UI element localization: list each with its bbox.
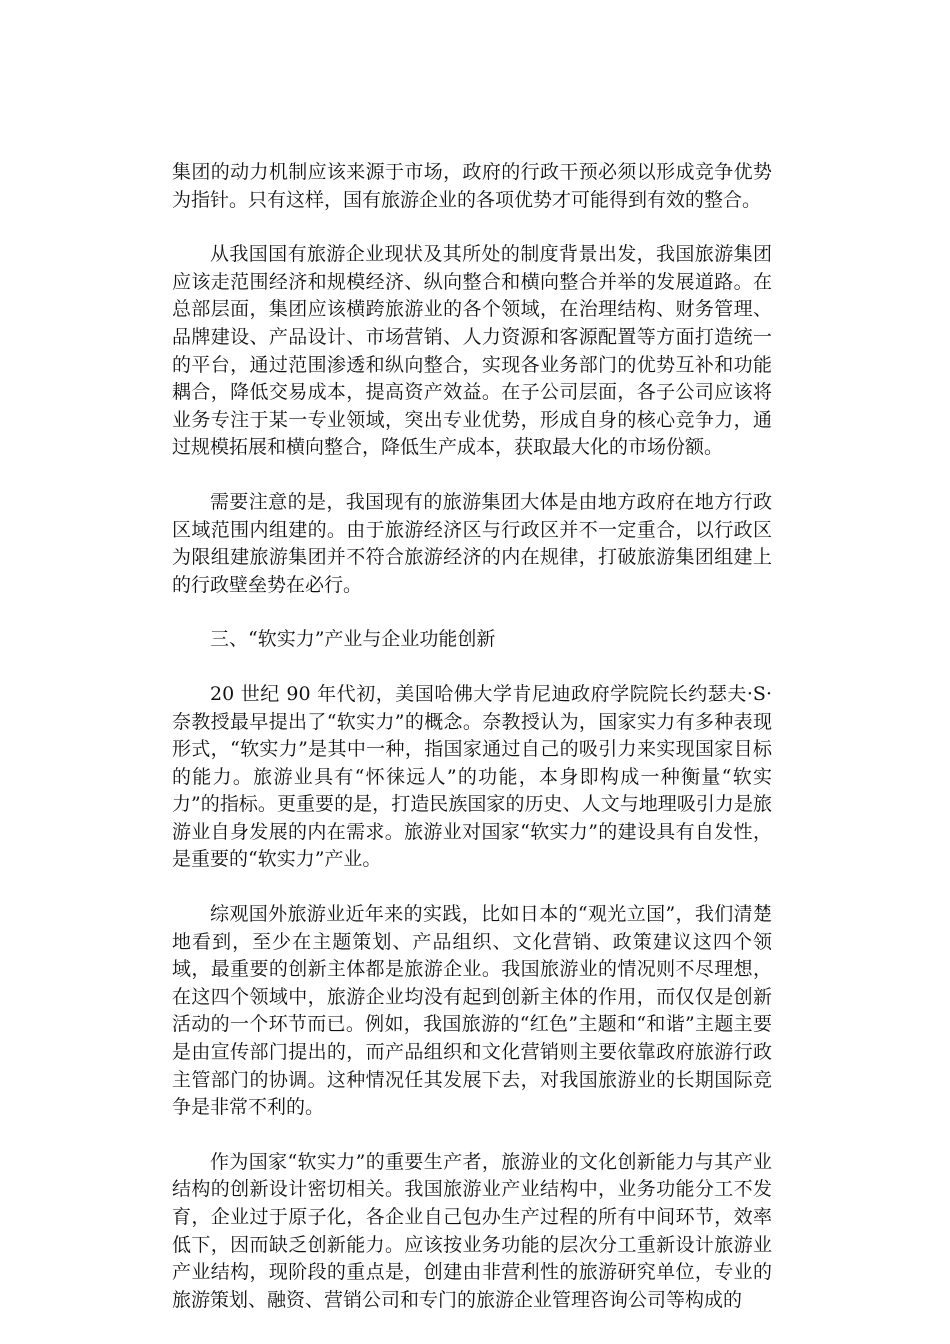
document-body xyxy=(172,159,772,1341)
paragraph-administrative-barriers: 需要注意的是，我国现有的旅游集团大体是由地方政府在地方行政区域范围内组建的。由于旅游经济区与行政区并不一定重合，以行政区为限组建旅游集团并不符合旅游经济的内在规律，打破旅游集团组建上的行政壁垒势在必行。 xyxy=(172,490,772,596)
section-heading: 三、“软实力”产业与企业功能创新 xyxy=(210,628,496,651)
paragraph-foreign-practice: 综观国外旅游业近年来的实践，比如日本的“观光立国”，我们清楚地看到，至少在主题策划、产品组织、文化营销、政策建议这四个领域，最重要的创新主体都是旅游企业。我国旅游业的情况则不尽理想，在这四个领域中，旅游企业均没有起到创新主体的作用，而仅仅是创新活动的一个环节而已。例如，我国旅游的“红色”主题和“和谐”主题主要是由宣传部门提出的，而产品组织和文化营销则主要依靠政府旅游行政主管部门的协调。这种情况任其发展下去，对我国旅游业的长期国际竞争是非常不利的。 xyxy=(172,903,772,1119)
paragraph-industry-structure: 作为国家“软实力”的重要生产者，旅游业的文化创新能力与其产业结构的创新设计密切相关。我国旅游业产业结构中，业务功能分工不发育，企业过于原子化，各企业自己包办生产过程的所有中间环节，效率低下，因而缺乏创新能力。应该按业务功能的层次分工重新设计旅游业产业结构，现阶段的重点是，创建由非营利性的旅游研究单位，专业的旅游策划、融资、营销公司和专门的旅游企业管理咨询公司等构成的 xyxy=(172,1150,772,1311)
paragraph-development-path: 从我国国有旅游企业现状及其所处的制度背景出发，我国旅游集团应该走范围经济和规模经济、纵向整合和横向整合并举的发展道路。在总部层面，集团应该横跨旅游业的各个领域，在治理结构、财务管理、品牌建设、产品设计、市场营销、人力资源和客源配置等方面打造统一的平台，通过范围渗透和纵向整合，实现各业务部门的优势互补和功能耦合，降低交易成本，提高资产效益。在子公司层面，各子公司应该将业务专注于某一专业领域，突出专业优势，形成自身的核心竞争力，通过规模拓展和横向整合，降低生产成本，获取最大化的市场份额。 xyxy=(172,243,772,459)
paragraph-soft-power-concept: 20 世纪 90 年代初，美国哈佛大学肯尼迪政府学院院长约瑟夫·S·奈教授最早提出了“软实力”的概念。奈教授认为，国家实力有多种表现形式，“软实力”是其中一种，指国家通过自己的吸引力来实现国家目标的能力。旅游业具有“怀徕远人”的功能，本身即构成一种衡量“软实力”的指标。更重要的是，打造民族国家的历史、人文与地理吸引力是旅游业自身发展的内在需求。旅游业对国家“软实力”的建设具有自发性，是重要的“软实力”产业。 xyxy=(172,682,772,871)
paragraph-continuation: 集团的动力机制应该来源于市场，政府的行政干预必须以形成竞争优势为指针。只有这样，国有旅游企业的各项优势才可能得到有效的整合。 xyxy=(172,161,772,211)
